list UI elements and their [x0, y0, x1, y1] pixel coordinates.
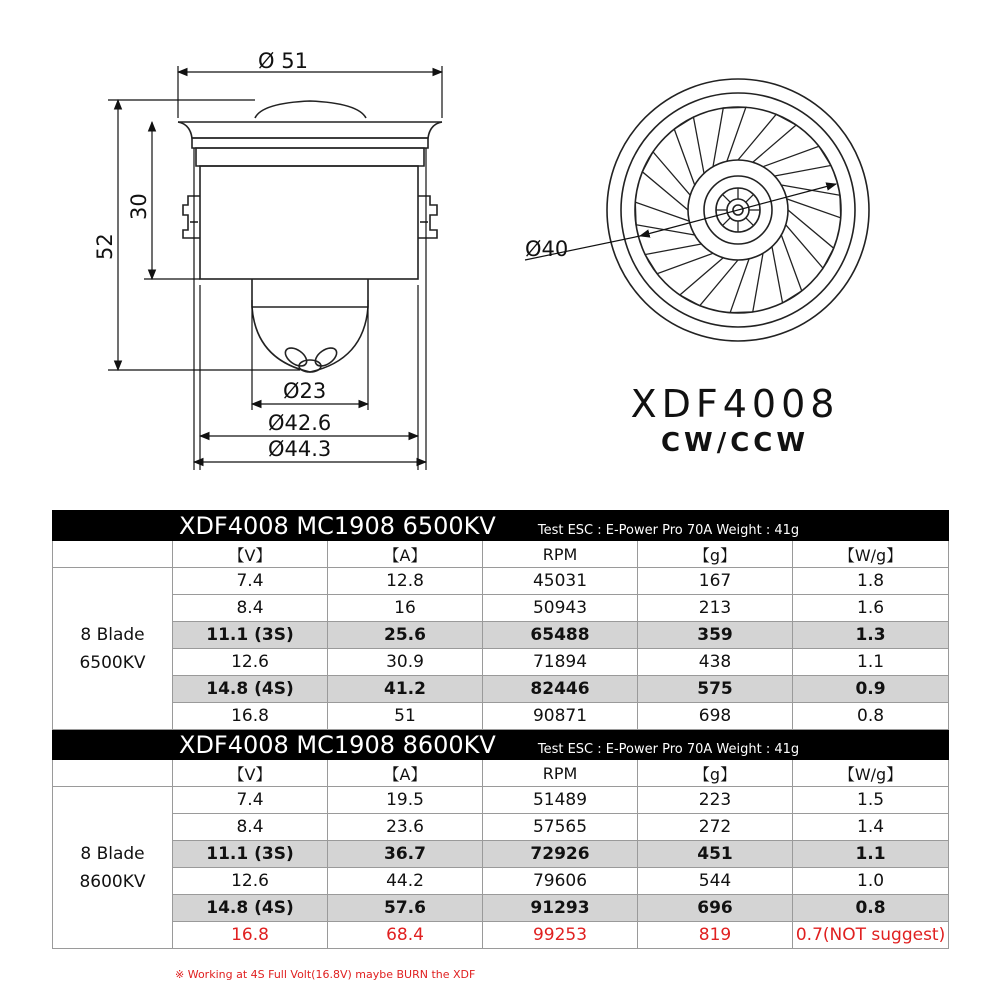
table-row: [53, 595, 949, 622]
table-cell: 213: [638, 595, 793, 622]
table-row: [53, 841, 949, 868]
blade-count: 8 Blade: [80, 843, 145, 864]
table-cell: 698: [638, 703, 793, 730]
table-row: [53, 568, 949, 595]
column-header: 【A】: [328, 760, 483, 787]
table-header: [53, 511, 949, 541]
spec-table: [52, 510, 949, 949]
kv-rating: 8600KV: [79, 871, 146, 892]
fan-blade: [730, 253, 763, 312]
table-cell: 7.4: [173, 787, 328, 814]
table-cell: 11.1 (3S): [173, 622, 328, 649]
table-cell: 575: [638, 676, 793, 703]
table-title: XDF4008 MC1908 6500KV: [179, 511, 496, 540]
table-cell: 223: [638, 787, 793, 814]
table-cell: 45031: [483, 568, 638, 595]
table-cell: 72926: [483, 841, 638, 868]
table-cell: 272: [638, 814, 793, 841]
table-row: [53, 649, 949, 676]
fan-blade: [645, 244, 713, 274]
side-view: [178, 101, 442, 372]
table-cell: 19.5: [328, 787, 483, 814]
fan-blade: [763, 146, 831, 176]
table-cell: 0.8: [793, 895, 949, 922]
column-header: 【g】: [638, 760, 793, 787]
blade-count: 8 Blade: [80, 624, 145, 645]
table-cell: 12.6: [173, 868, 328, 895]
dim-fan-label: Ø40: [525, 237, 569, 261]
hub-spoke: [722, 194, 730, 202]
table-cell: 14.8 (4S): [173, 676, 328, 703]
table-cell: 11.1 (3S): [173, 841, 328, 868]
table-cell: 23.6: [328, 814, 483, 841]
table-cell: 57.6: [328, 895, 483, 922]
fan-blade: [713, 107, 746, 166]
column-header: 【V】: [173, 760, 328, 787]
table-cell: 99253: [483, 922, 638, 949]
table-cell: 1.4: [793, 814, 949, 841]
dim-shaft-label: Ø23: [283, 379, 327, 403]
hub-spoke: [722, 218, 730, 226]
test-note: Test ESC : E-Power Pro 70A Weight : 41g: [537, 522, 800, 538]
column-header-row: [53, 760, 949, 787]
fan-blade: [674, 117, 704, 185]
table-cell: 1.6: [793, 595, 949, 622]
table-cell: 1.0: [793, 868, 949, 895]
table-cell: 68.4: [328, 922, 483, 949]
table-cell: 51489: [483, 787, 638, 814]
table-row: [53, 787, 949, 814]
fan-blade: [680, 258, 738, 306]
fan-blade: [781, 185, 840, 218]
table-title: XDF4008 MC1908 8600KV: [179, 730, 496, 759]
table-cell: 0.9: [793, 676, 949, 703]
table-cell: 36.7: [328, 841, 483, 868]
dim-inner-label: Ø42.6: [268, 411, 332, 435]
dim-outer-label: Ø44.3: [268, 437, 332, 461]
dim-height-body-label: 30: [127, 193, 151, 220]
fan-blade: [635, 202, 694, 235]
test-note: Test ESC : E-Power Pro 70A Weight : 41g: [537, 741, 800, 757]
table-cell: 819: [638, 922, 793, 949]
fan-blade: [786, 210, 834, 268]
table-row: [53, 703, 949, 730]
kv-rating: 6500KV: [79, 652, 146, 673]
table-cell: 50943: [483, 595, 638, 622]
hub-spoke: [746, 218, 754, 226]
table-cell: 1.8: [793, 568, 949, 595]
table-row: [53, 622, 949, 649]
rotation-direction: CW/CCW: [660, 428, 810, 458]
table-cell: 25.6: [328, 622, 483, 649]
column-header: RPM: [483, 760, 638, 787]
burn-warning: ※ Working at 4S Full Volt(16.8V) maybe BURN the XDF: [175, 968, 476, 981]
table-cell: 0.8: [793, 703, 949, 730]
table-cell: 14.8 (4S): [173, 895, 328, 922]
table-cell: 16.8: [173, 703, 328, 730]
table-cell: 7.4: [173, 568, 328, 595]
table-cell: 451: [638, 841, 793, 868]
table-cell: 0.7(NOT suggest): [793, 922, 949, 949]
blade-label: [53, 568, 173, 730]
dimension-lines: [108, 66, 442, 470]
table-cell: 16.8: [173, 922, 328, 949]
table-cell: 65488: [483, 622, 638, 649]
table-cell: 544: [638, 868, 793, 895]
table-cell: 359: [638, 622, 793, 649]
table-cell: 1.1: [793, 841, 949, 868]
column-header: 【A】: [328, 541, 483, 568]
table-cell: 57565: [483, 814, 638, 841]
table-cell: 79606: [483, 868, 638, 895]
table-cell: 82446: [483, 676, 638, 703]
dim-top-label: Ø 51: [258, 49, 308, 73]
table-cell: 91293: [483, 895, 638, 922]
table-cell: 41.2: [328, 676, 483, 703]
table-cell: 16: [328, 595, 483, 622]
hub-spoke: [746, 194, 754, 202]
table-header: [53, 730, 949, 760]
table-cell: 71894: [483, 649, 638, 676]
column-header-row: [53, 541, 949, 568]
column-header: 【V】: [173, 541, 328, 568]
table-cell: 1.3: [793, 622, 949, 649]
dim-height-total-label: 52: [93, 233, 117, 260]
blade-label: [53, 787, 173, 949]
table-cell: 51: [328, 703, 483, 730]
column-header: RPM: [483, 541, 638, 568]
table-cell: 44.2: [328, 868, 483, 895]
fan-blade: [738, 114, 796, 162]
table-row: [53, 922, 949, 949]
fan-dimension: [525, 184, 836, 260]
table-cell: 167: [638, 568, 793, 595]
fan-blade: [772, 235, 802, 303]
fan-blade: [642, 152, 690, 210]
table-row: [53, 895, 949, 922]
model-name: XDF4008: [630, 382, 840, 426]
table-cell: 1.5: [793, 787, 949, 814]
table-cell: 8.4: [173, 595, 328, 622]
table-cell: 1.1: [793, 649, 949, 676]
table-cell: 90871: [483, 703, 638, 730]
column-header: 【W/g】: [793, 760, 949, 787]
table-row: [53, 814, 949, 841]
table-cell: 696: [638, 895, 793, 922]
table-cell: 12.6: [173, 649, 328, 676]
table-row: [53, 676, 949, 703]
table-cell: 438: [638, 649, 793, 676]
table-row: [53, 868, 949, 895]
column-header: 【g】: [638, 541, 793, 568]
table-cell: 30.9: [328, 649, 483, 676]
column-header: 【W/g】: [793, 541, 949, 568]
table-cell: 12.8: [328, 568, 483, 595]
table-cell: 8.4: [173, 814, 328, 841]
